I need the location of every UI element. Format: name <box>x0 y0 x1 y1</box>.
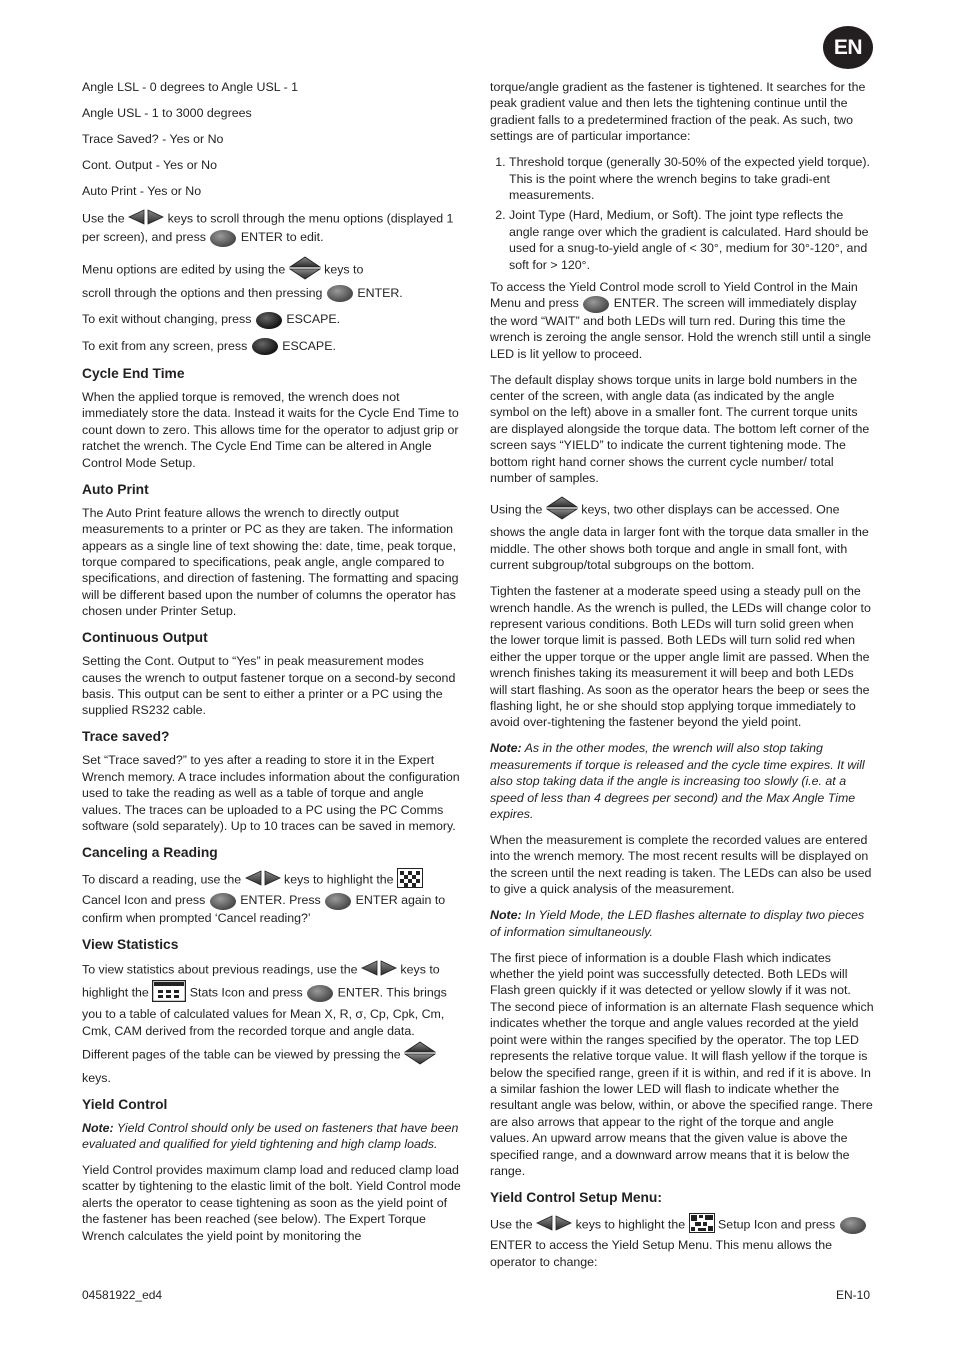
canceling-reading-text: To discard a reading, use the keys to highlight the Cancel Icon and press ENTER. Press ENTER again to confirm when prompted ‘Cancel reading?’ <box>82 868 464 926</box>
yield-control-text: Yield Control provides maximum clamp load and reduced clamp load scatter by tightening to the elastic limit of the bolt. Yield Control mode alerts the operator to cease tightening as soon as the yield point of the fastener has been reached (see below). The Expert Torque Wrench calculates the yield point by monitoring the <box>82 1163 461 1243</box>
setting-angle-usl: Angle USL - 1 to 3000 degrees <box>82 106 252 120</box>
enter-key-icon <box>325 893 351 910</box>
left-arrow-key-icon <box>361 960 379 980</box>
list-item: 2. Joint Type (Hard, Medium, or Soft). The joint type reflects the angle range over which the gradient is calculated. Hard should be used for a snug-to-yield angle of < 30°, medium for 30°-120°, and soft for > 120°. <box>509 207 874 273</box>
right-arrow-key-icon <box>554 1215 572 1235</box>
document-number: 04581922_ed4 <box>82 1288 163 1302</box>
list-item: 1. Threshold torque (generally 30-50% of the expected yield torque). This is the point where the wrench begins to take gradi-ent measurements. <box>509 154 874 203</box>
led-flash-text: The first piece of information is a double Flash which indicates whether the yield point was successfully detected. Both LEDs will Flash green quickly if it was detected or yellow slowly if it was not. The second piece of information is an alternate Flash sequence which indicates whether the torque and angle values recorded at the yield point were within the ranges specified by the operator. The top LED represents the relative torque value. It will flash yellow if the torque is below the specified range, green if it is within, and red if it is above. In a similar fashion the lower LED will flash to indicate whether the resultant angle was below, within, or above the specified range. There are also arrows that appear to the right of the torque and angle values. An upward arrow means that the given value is above the specified range, and a downward arrow means that it is below the range. <box>490 950 874 1178</box>
right-arrow-key-icon <box>146 209 164 229</box>
auto-print-heading: Auto Print <box>82 481 149 497</box>
stats-icon <box>152 980 186 1006</box>
cycle-end-time-text: When the applied torque is removed, the wrench does not immediately store the data. Instead it waits for the Cycle End Time to count down to zero. This allows time for the operator to adjust grip or ratchet the wrench. The Cycle End Time can be altered in Angle Control Mode Setup. <box>82 390 459 470</box>
view-statistics-text: To view statistics about previous readings, use the keys to highlight the Stats Icon and press ENTER. This brings you to a table of calculated values for Mean X, R, σ, Cp, Cpk, Cm, Cmk, CAM derived from the recorded torque and angle data. <box>82 960 464 1040</box>
escape-key-icon <box>252 338 278 355</box>
yield-setup-menu-heading: Yield Control Setup Menu: <box>490 1189 662 1205</box>
measurement-complete-text: When the measurement is complete the recorded values are entered into the wrench memory. The most recent results will be displayed on the screen until the next reading is taken. The LEDs can also be used to give a quick analysis of the measurement. <box>490 833 872 897</box>
scroll-instructions: Use the keys to scroll through the menu options (displayed 1 per screen), and press ENTER to edit. <box>82 209 464 247</box>
setting-auto-print: Auto Print - Yes or No <box>82 184 202 198</box>
right-arrow-key-icon <box>263 870 281 890</box>
language-badge: EN <box>823 26 873 69</box>
right-column <box>490 79 874 1280</box>
edit-instructions: Menu options are edited by using the keys to scroll through the options and then pressing ENTER. <box>82 256 464 302</box>
left-arrow-key-icon <box>128 209 146 229</box>
enter-key-icon <box>307 985 333 1002</box>
canceling-reading-heading: Canceling a Reading <box>82 844 218 860</box>
auto-print-text: The Auto Print feature allows the wrench to directly output measurements to a printer or PC as they are taken. The information appears as a single line of text showing the: date, time, peak torque, torque compared to specifications, peak angle, angle compared to specifications, and direction of fastening. The formatting and spacing will be different based upon the number of columns the operator has chosen under Printer Setup. <box>82 505 459 619</box>
escape-key-icon <box>256 312 282 329</box>
left-arrow-key-icon <box>536 1215 554 1235</box>
view-statistics-heading: View Statistics <box>82 936 179 952</box>
trace-saved-heading: Trace saved? <box>82 729 170 745</box>
setting-trace-saved: Trace Saved? - Yes or No <box>82 132 224 146</box>
gradient-paragraph: torque/angle gradient as the fastener is tightened. It searches for the peak gradient value and then lets the tightening continue until the gradient falls to a predetermined fraction of the peak. As such, two settings are of particular importance: <box>490 80 866 144</box>
right-arrow-key-icon <box>379 960 397 980</box>
important-settings-list <box>490 154 874 273</box>
tighten-fastener-text: Tighten the fastener at a moderate speed using a steady pull on the wrench handle. As the wrench is pulled, the LEDs will change color to represent various conditions. Both LEDs will turn solid green when the lower torque limit is passed. Both LEDs will turn solid red when either the upper torque or the upper angle limit are passed. When the wrench finishes taking its measurement it will beep and both LEDs will start flashing. As soon as the operator hears the beep or sees the flashing light, he or she should stop applying torque immediately to avoid over-tightening the fastener beyond the yield point. <box>490 584 871 730</box>
setup-icon <box>689 1213 715 1237</box>
view-statistics-pages: Different pages of the table can be viewed by pressing the keys. <box>82 1041 464 1086</box>
up-down-arrow-key-icon <box>289 256 321 284</box>
cycle-end-time-heading: Cycle End Time <box>82 366 185 382</box>
yield-control-note: Note: Yield Control should only be used on fasteners that have been evaluated and qualified for yield tightening and high clamp loads. <box>82 1120 459 1152</box>
other-displays-text: Using the keys, two other displays can be accessed. One shows the angle data in larger font with the torque data smaller in the middle. The other shows both torque and angle in small font, with current subgroup/total subgroups on the bottom. <box>490 496 874 574</box>
left-arrow-key-icon <box>245 870 263 890</box>
setting-angle-lsl: Angle LSL - 0 degrees to Angle USL - 1 <box>82 80 299 94</box>
yield-control-heading: Yield Control <box>82 1096 168 1112</box>
continuous-output-heading: Continuous Output <box>82 630 208 646</box>
enter-key-icon <box>840 1217 866 1234</box>
enter-key-icon <box>583 296 609 313</box>
enter-key-icon <box>210 893 236 910</box>
up-down-arrow-key-icon <box>546 496 578 524</box>
page-number: EN-10 <box>836 1288 871 1302</box>
default-display-text: The default display shows torque units in large bold numbers in the center of the screen, with angle data (as indicated by the angle symbol on the left) above in a smaller font. The current torque units are displayed alongside the torque data. The bottom left corner of the screen says “YIELD” to indicate the current tightening mode. The bottom right hand corner shows the current cycle number/ total number of samples. <box>490 372 870 485</box>
cancel-icon <box>397 868 423 892</box>
left-column <box>82 79 464 1254</box>
enter-key-icon <box>327 285 353 302</box>
exit-without-changing: To exit without changing, press ESCAPE. <box>82 311 464 328</box>
up-down-arrow-key-icon <box>404 1041 436 1069</box>
led-flash-note: Note: In Yield Mode, the LED flashes alternate to display two pieces of information simultaneously. <box>490 908 865 939</box>
continuous-output-text: Setting the Cont. Output to “Yes” in peak measurement modes causes the wrench to output fastener torque on a second-by second basis. This output can be sent to either a printer or a PC using the supplied RS232 cable. <box>82 654 456 718</box>
exit-from-any-screen: To exit from any screen, press ESCAPE. <box>82 338 464 355</box>
access-yield-control: To access the Yield Control mode scroll to Yield Control in the Main Menu and press ENTER. The screen will immediately display the word “WAIT” and both LEDs will turn red. During this time the wrench is zeroing the angle sensor. Hold the wrench still until a single LED is lit yellow to proceed. <box>490 280 871 361</box>
enter-key-icon <box>210 230 236 247</box>
trace-saved-text: Set “Trace saved?” to yes after a reading to store it in the Expert Wrench memory. A trace includes information about the configuration used to take the reading as well as a table of torque and angle values. The traces can be uploaded to a PC using the PC Comms software (sold separately). Up to 10 traces can be saved in memory. <box>82 753 460 833</box>
yield-setup-menu-text: Use the keys to highlight the Setup Icon and press ENTER to access the Yield Setup Menu. This menu allows the operator to change: <box>490 1213 874 1270</box>
stop-measuring-note: Note: As in the other modes, the wrench will also stop taking measurements if torque is released and the cycle time expires. It will also stop taking data if the angle is increasing too slowly (i.e. at a speed of less than 4 degrees per second) and the Max Angle Time expires. <box>490 741 865 822</box>
setting-cont-output: Cont. Output - Yes or No <box>82 158 217 172</box>
